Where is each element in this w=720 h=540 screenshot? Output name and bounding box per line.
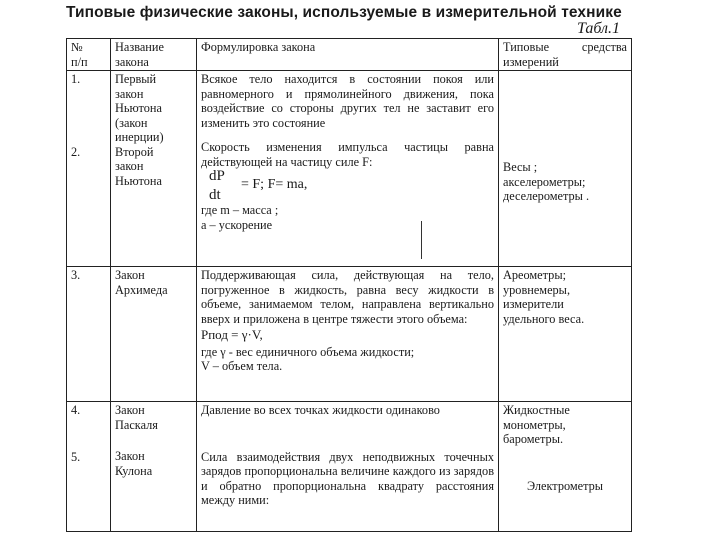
- law-3-formula: Pпод = γ·V,: [201, 327, 263, 342]
- law-2-text: Скорость изменения импульса частицы равна действующей на частицу силе F:: [201, 140, 494, 169]
- header-name: Название закона: [111, 39, 197, 71]
- laws-table: [66, 38, 632, 532]
- row-means: Жидкостные монометры, барометры. Электрометры: [499, 402, 632, 532]
- row-formulation: Поддерживающая сила, действующая на тело, погруженное в жидкость, равна весу жидкости в объеме, занимаемом телом, направлена вертикально вверх и приложена в центре тяжести этого объема: Pпод = γ·V, где γ - вес единичного объема жидкости; V – объем тела.: [197, 267, 499, 402]
- table-label: Табл.1: [577, 20, 620, 37]
- law-3-text: Поддерживающая сила, действующая на тело, погруженное в жидкость, равна весу жидкости в объеме, занимаемом телом, направлена вертикально вверх и приложена в центре тяжести этого объема:: [201, 268, 494, 326]
- law-4-text: Давление во всех точках жидкости одинаково: [201, 403, 440, 417]
- row-num: 3.: [67, 267, 111, 402]
- law-1-text: Всякое тело находится в состоянии покоя или равномерного и прямолинейного движения, пока воздействие со стороны других тел не заставит его изменить это состояние: [201, 72, 494, 130]
- header-means: Типовые средства измерений: [499, 39, 632, 71]
- header-num: № п/п: [67, 39, 111, 71]
- page-title: Типовые физические законы, используемые в измерительной технике: [66, 4, 622, 21]
- law-5-text: Сила взаимодействия двух неподвижных точечных зарядов пропорциональна величине каждого из зарядов и обратно пропорциональна квадрату расстояния между ними:: [201, 449, 494, 507]
- row-means: Ареометры; уровнемеры, измерители удельного веса.: [499, 267, 632, 402]
- law-2-formula: dP dt = F; F= ma,: [209, 168, 308, 203]
- table-header-row: [67, 39, 632, 71]
- row-means: Весы ; акселерометры; деселерометры .: [499, 71, 632, 267]
- text-cursor: [421, 221, 422, 259]
- row-num: 1. 2.: [67, 71, 111, 267]
- table-row: [67, 402, 632, 532]
- row-formulation: Всякое тело находится в состоянии покоя или равномерного и прямолинейного движения, пока воздействие со стороны других тел не заставит его изменить это состояние Скорость изменения импульса частицы равна действующей на частицу силе F: dP dt = F; F= ma, где m – масса ; a – ускорение: [197, 71, 499, 267]
- row-num: 4. 5.: [67, 402, 111, 532]
- header-formulation: Формулировка закона: [197, 39, 499, 71]
- row-formulation: [197, 402, 499, 532]
- table-row: [67, 71, 632, 267]
- row-name: Первый закон Ньютона (закон инерции) Второй закон Ньютона: [111, 71, 197, 267]
- table-row: [67, 267, 632, 402]
- row-name: Закон Паскаля Закон Кулона: [111, 402, 197, 532]
- row-name: Закон Архимеда: [111, 267, 197, 402]
